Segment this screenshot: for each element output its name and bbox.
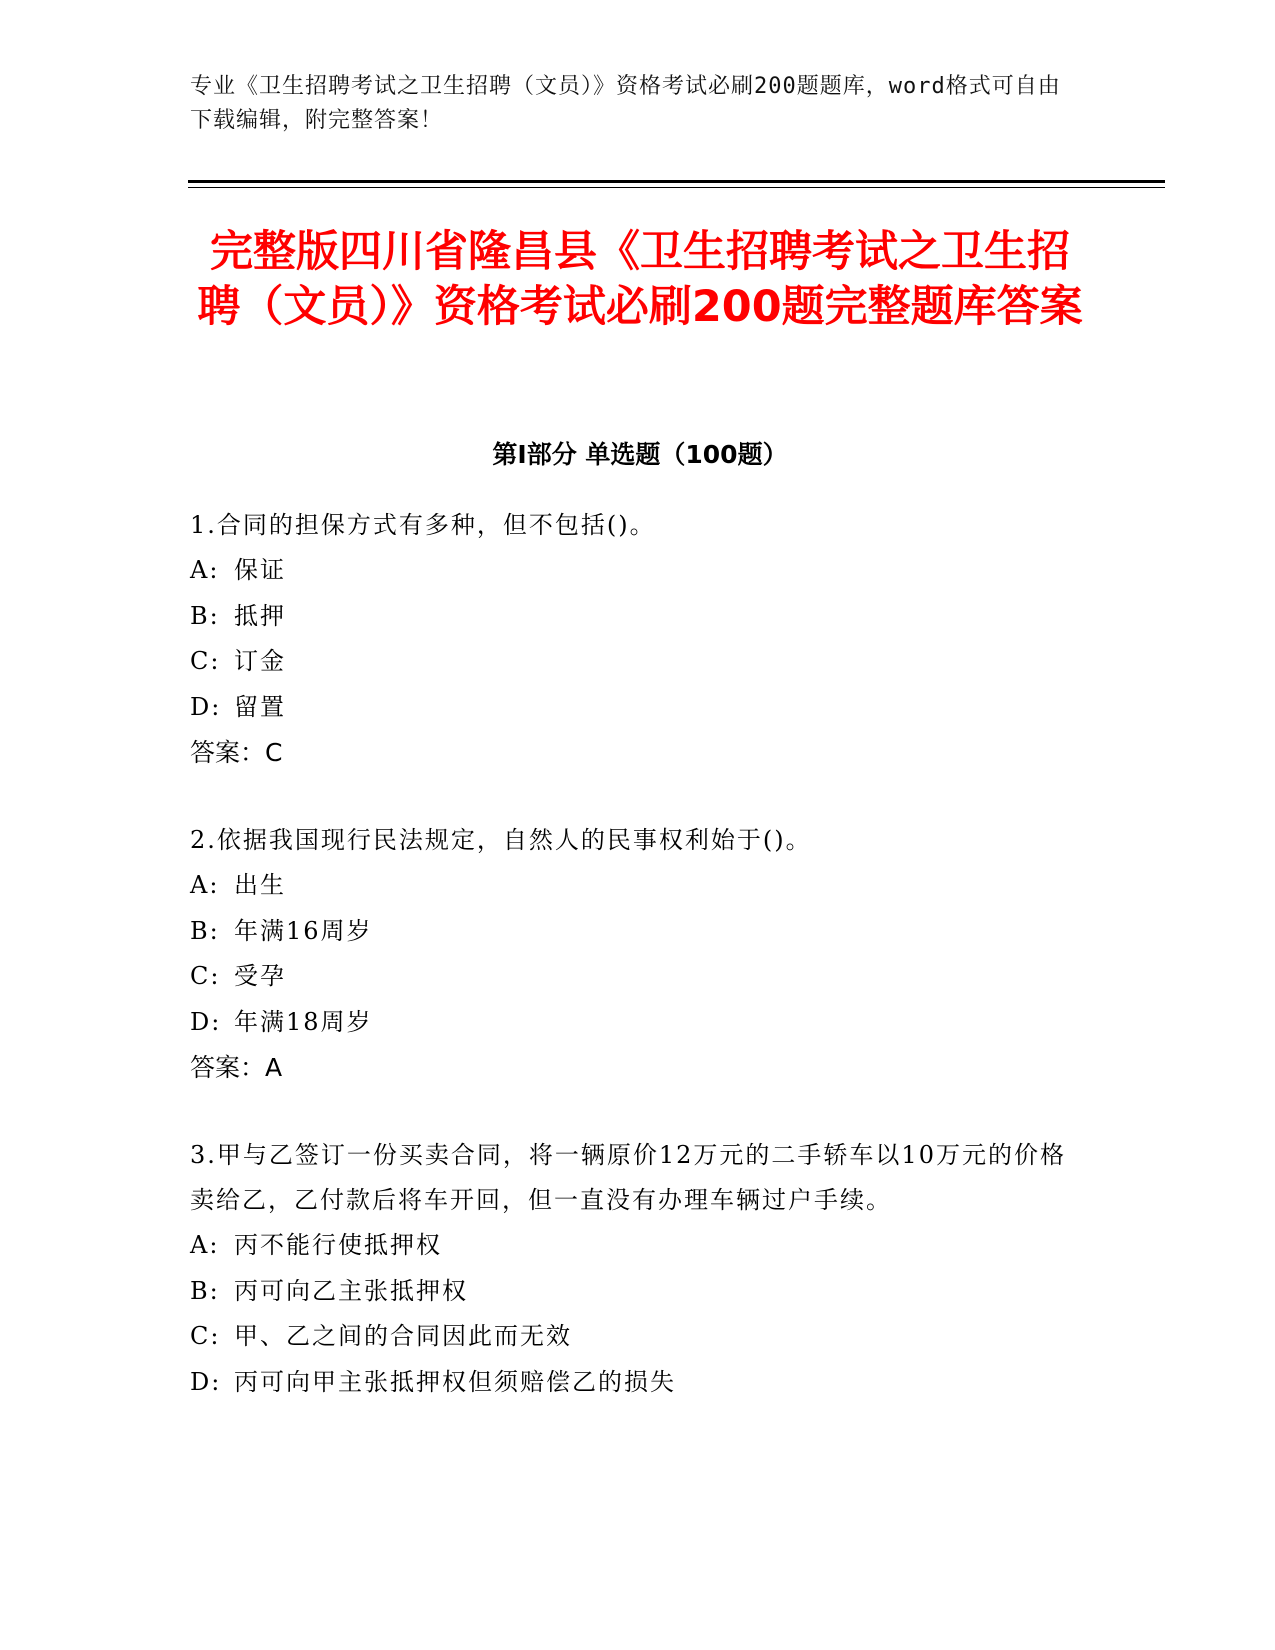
option-text: 保证 <box>234 556 286 584</box>
option-key: A: <box>190 1231 220 1259</box>
option-key: B: <box>190 916 220 945</box>
option-key: D: <box>190 1007 222 1036</box>
option-text: 订金 <box>234 647 286 675</box>
option-text: 甲、乙之间的合同因此而无效 <box>234 1322 572 1350</box>
option-text: 抵押 <box>234 601 286 630</box>
question-text: 3.甲与乙签订一份买卖合同，将一辆原价12万元的二手轿车以10万元的价格卖给乙，乙付款后将车开回，但一直没有办理车辆过户手续。 <box>190 1141 1066 1214</box>
option-key: C: <box>190 1322 221 1350</box>
option-d <box>190 1360 1070 1406</box>
option-a <box>190 863 1070 909</box>
document-title: 完整版四川省隆昌县《卫生招聘考试之卫生招聘（文员）》资格考试必刷200题完整题库答案 <box>197 227 1083 332</box>
question-2 <box>190 818 1070 1090</box>
answer: 答案：C <box>190 738 283 767</box>
option-c <box>190 1314 1070 1360</box>
option-d <box>190 685 1070 731</box>
option-c <box>190 639 1070 685</box>
option-text: 丙可向甲主张抵押权但须赔偿乙的损失 <box>234 1367 676 1396</box>
question-1 <box>190 503 1070 775</box>
option-text: 出生 <box>234 871 286 899</box>
option-text: 受孕 <box>234 962 286 990</box>
option-key: D: <box>190 692 222 721</box>
option-c <box>190 954 1070 1000</box>
option-a <box>190 548 1070 594</box>
header-rule-thin <box>188 187 1165 188</box>
option-key: C: <box>190 647 221 675</box>
question-text: 1.合同的担保方式有多种，但不包括()。 <box>190 511 656 539</box>
option-b <box>190 909 1070 955</box>
answer: 答案：A <box>190 1053 283 1082</box>
option-key: B: <box>190 601 220 630</box>
option-b <box>190 594 1070 640</box>
option-key: B: <box>190 1276 220 1305</box>
header-note: 专业《卫生招聘考试之卫生招聘（文员）》资格考试必刷200题题库，word格式可自由下载编辑，附完整答案！ <box>190 74 1061 133</box>
option-text: 留置 <box>234 692 286 721</box>
header-rule-thick <box>188 180 1165 183</box>
option-key: A: <box>190 871 220 899</box>
option-text: 丙不能行使抵押权 <box>234 1231 442 1259</box>
option-key: C: <box>190 962 221 990</box>
option-key: D: <box>190 1367 222 1396</box>
option-text: 丙可向乙主张抵押权 <box>234 1276 468 1305</box>
option-a <box>190 1223 1070 1269</box>
option-d <box>190 1000 1070 1046</box>
question-text: 2.依据我国现行民法规定，自然人的民事权利始于()。 <box>190 826 812 854</box>
option-key: A: <box>190 556 220 584</box>
option-text: 年满18周岁 <box>234 1007 373 1036</box>
section-title: 第I部分 单选题（100题） <box>492 440 788 469</box>
option-text: 年满16周岁 <box>234 916 373 945</box>
option-b <box>190 1269 1070 1315</box>
question-3 <box>190 1133 1070 1405</box>
